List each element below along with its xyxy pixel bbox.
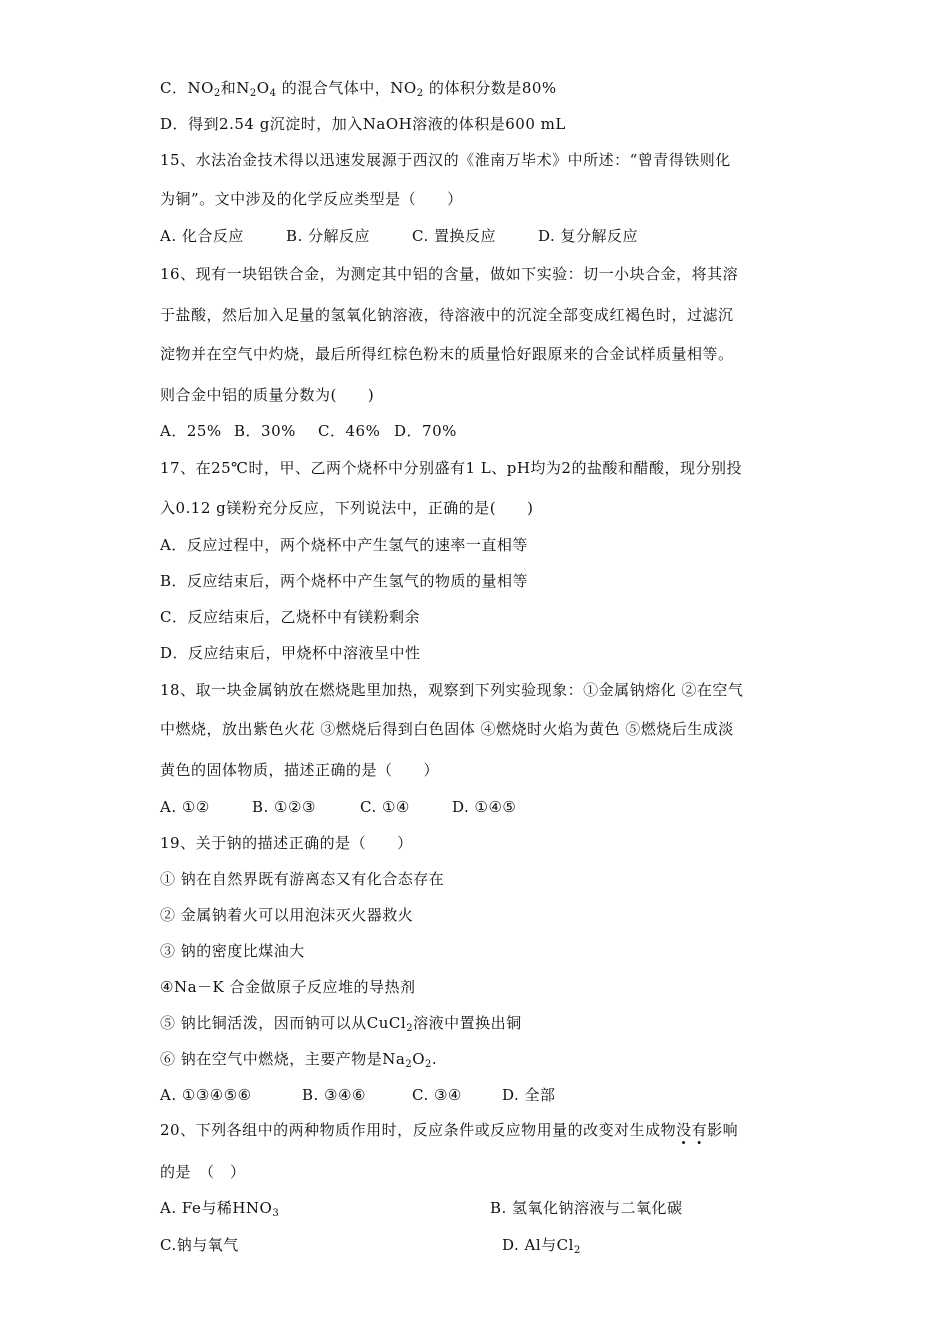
q16-stem-line4: 则合金中铝的质量分数为( ) — [160, 386, 375, 404]
q16-option-a: A．25% — [160, 422, 222, 440]
q19-stem: 19、关于钠的描述正确的是（ ） — [160, 834, 413, 852]
q15-option-a: A. 化合反应 — [160, 227, 244, 245]
emphasis-dot-mei: 没 — [676, 1121, 692, 1139]
q19-item-5: ⑤ 钠比铜活泼，因而钠可以从CuCl$_2$溶液中置换出铜 — [160, 1014, 522, 1034]
q16-option-b: B．30% — [234, 422, 296, 440]
q20-option-a: A. Fe与稀$HNO_3$ — [160, 1199, 280, 1219]
q15-option-d: D. 复分解反应 — [538, 227, 639, 245]
q19-option-c: C. ③④ — [412, 1086, 462, 1104]
q18-stem-line2: 中燃烧，放出紫色火花 ③燃烧后得到白色固体 ④燃烧时火焰为黄色 ⑤燃烧后生成淡 — [160, 720, 734, 738]
q18-option-c: C. ①④ — [360, 798, 410, 816]
q17-option-d: D．反应结束后，甲烧杯中溶液呈中性 — [160, 644, 421, 662]
q14-option-c: C．$NO_2$和$N_2O_4$ 的混合气体中，$NO_2$ 的体积分数是80% — [160, 79, 557, 99]
emphasis-dot-you: 有 — [691, 1121, 708, 1139]
q15-stem-line2: 为铜”。文中涉及的化学反应类型是（ ） — [160, 190, 463, 208]
q17-stem-line1: 17、在25℃时，甲、乙两个烧杯中分别盛有1 L、pH均为2的盐酸和醋酸，现分别投 — [160, 459, 742, 477]
q15-option-b: B. 分解反应 — [286, 227, 371, 245]
q17-stem-line2: 入0.12 g镁粉充分反应，下列说法中，正确的是( ) — [160, 499, 534, 517]
q19-options — [160, 1085, 556, 1105]
q20-option-b: B. 氢氧化钠溶液与二氧化碳 — [490, 1199, 683, 1217]
q18-stem-line1: 18、取一块金属钠放在燃烧匙里加热，观察到下列实验现象：①金属钠熔化 ②在空气 — [160, 681, 744, 699]
q17-option-c: C．反应结束后，乙烧杯中有镁粉剩余 — [160, 608, 420, 626]
q14-option-d: D．得到2.54 g沉淀时，加入NaOH溶液的体积是600 mL — [160, 115, 566, 133]
q18-options — [160, 797, 516, 817]
q17-option-a: A．反应过程中，两个烧杯中产生氢气的速率一直相等 — [160, 536, 528, 554]
q16-options — [160, 421, 457, 441]
q18-stem-line3: 黄色的固体物质，描述正确的是（ ） — [160, 761, 440, 779]
q16-option-d: D．70% — [394, 422, 457, 440]
q20-option-c: C.钠与氧气 — [160, 1236, 239, 1254]
q16-stem-line2: 于盐酸，然后加入足量的氢氧化钠溶液，待溶液中的沉淀全部变成红褐色时，过滤沉 — [160, 306, 734, 324]
q18-option-a: A. ①② — [160, 798, 210, 816]
q19-item-2: ② 金属钠着火可以用泡沫灭火器救火 — [160, 906, 414, 924]
q20-option-d: D. Al与$Cl_2$ — [502, 1236, 581, 1256]
q19-option-d: D. 全部 — [502, 1086, 556, 1104]
q16-stem-line1: 16、现有一块铝铁合金，为测定其中铝的含量，做如下实验：切一小块合金，将其溶 — [160, 265, 739, 283]
q18-option-d: D. ①④⑤ — [452, 798, 517, 816]
q15-stem-line1: 15、水法冶金技术得以迅速发展源于西汉的《淮南万毕术》中所述：“曾青得铁则化 — [160, 151, 731, 169]
q19-item-3: ③ 钠的密度比煤油大 — [160, 942, 305, 960]
q15-options — [160, 226, 638, 246]
q19-item-4: ④Na－K 合金做原子反应堆的导热剂 — [160, 978, 416, 996]
q20-stem-line1: 20、下列各组中的两种物质作用时，反应条件或反应物用量的改变对生成物没有影响 — [160, 1121, 739, 1139]
q16-stem-line3: 淀物并在空气中灼烧，最后所得红棕色粉末的质量恰好跟原来的合金试样质量相等。 — [160, 345, 734, 363]
q19-option-b: B. ③④⑥ — [302, 1086, 366, 1104]
q17-option-b: B．反应结束后，两个烧杯中产生氢气的物质的量相等 — [160, 572, 529, 590]
q20-stem-line2: 的是 （ ） — [160, 1163, 246, 1181]
q16-option-c: C．46% — [318, 422, 381, 440]
q19-option-a: A. ①③④⑤⑥ — [160, 1086, 252, 1104]
q19-item-1: ① 钠在自然界既有游离态又有化合态存在 — [160, 870, 445, 888]
q19-item-6: ⑥ 钠在空气中燃烧，主要产物是$Na_2O_2$. — [160, 1050, 438, 1070]
q18-option-b: B. ①②③ — [252, 798, 316, 816]
q15-option-c: C. 置换反应 — [412, 227, 496, 245]
